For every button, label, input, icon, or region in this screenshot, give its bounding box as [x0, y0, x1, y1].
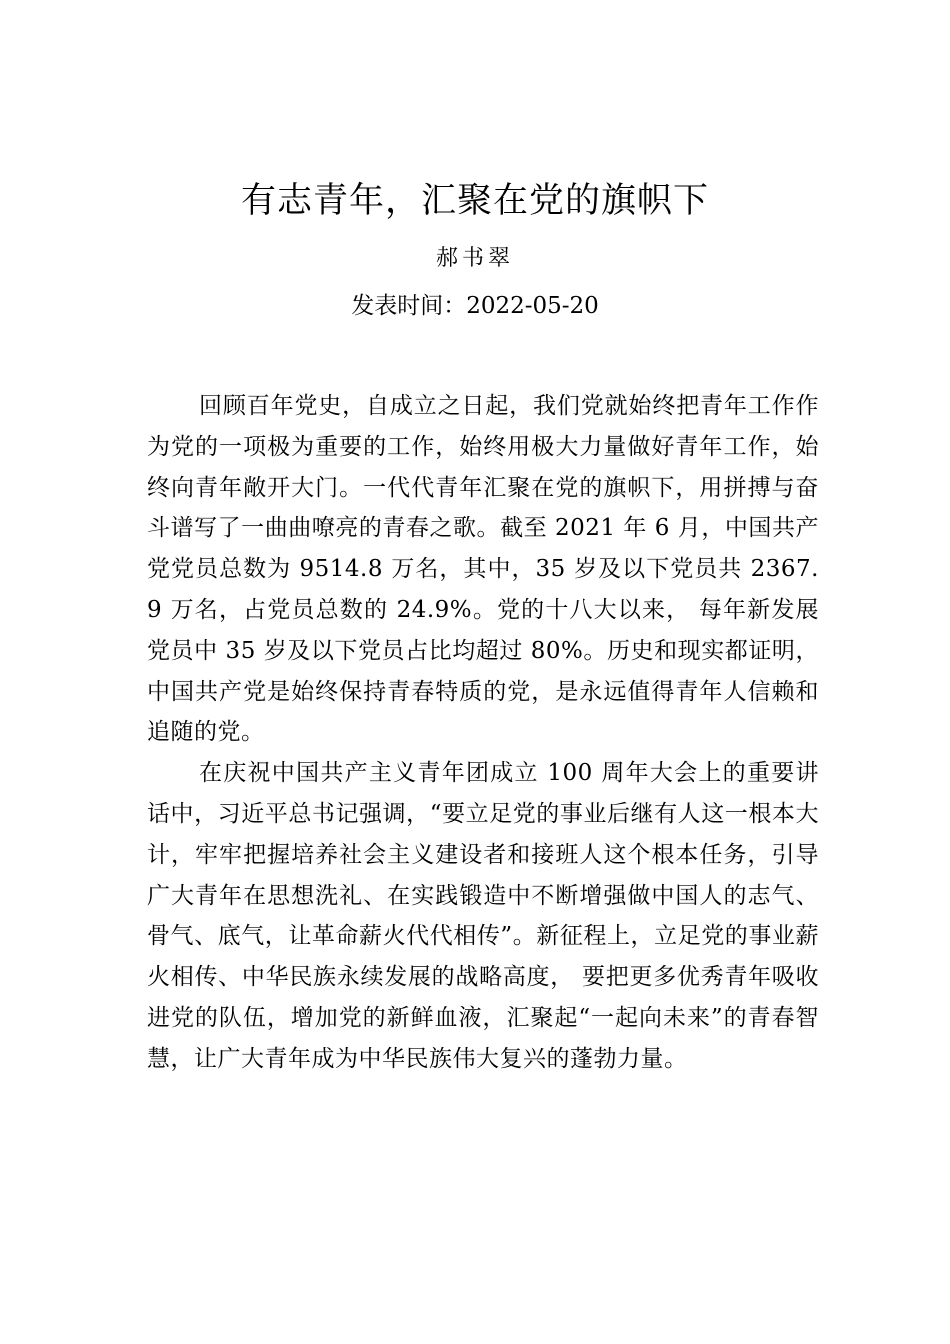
article-title: 有志青年，汇聚在党的旗帜下 — [240, 181, 709, 221]
publish-date: 发表时间：2022-05-20 — [351, 293, 599, 319]
paragraph-1: 回顾百年党史，自成立之日起，我们党就始终把青年工作作为党的一项极为重要的工作，始终用极大力量做好青年工作，始终向青年敞开大门。一代代青年汇聚在党的旗帜下，用拼搏与奋斗谱写了一曲曲嘹亮的青春之歌。截至 2021 年 6 月，中国共产党党员总数为 9514.8 万名，其中，35 岁及以下党员共 2367.9 万名，占党员总数的 24.9%。党的十八大以来， 每年新发展党员中 35 岁及以下党员占比均超过 80%。历史和现实都证明，中国共产党是始终保持青春特质的党，是永远值得青年人信赖和追随的党。 — [147, 393, 819, 746]
paragraph-2: 在庆祝中国共产主义青年团成立 100 周年大会上的重要讲话中，习近平总书记强调，“要立足党的事业后继有人这一根本大计，牢牢把握培养社会主义建设者和接班人这个根本任务，引导广大青年在思想洗礼、在实践锻造中不断增强做中国人的志气、骨气、底气，让革命薪火代代相传”。新征程上，立足党的事业薪火相传、中华民族永续发展的战略高度， 要把更多优秀青年吸收进党的队伍，增加党的新鲜血液，汇聚起“一起向未来”的青春智慧，让广大青年成为中华民族伟大复兴的蓬勃力量。 — [147, 760, 819, 1072]
article-body — [147, 386, 819, 1080]
author-name: 郝书翠 — [435, 246, 514, 271]
